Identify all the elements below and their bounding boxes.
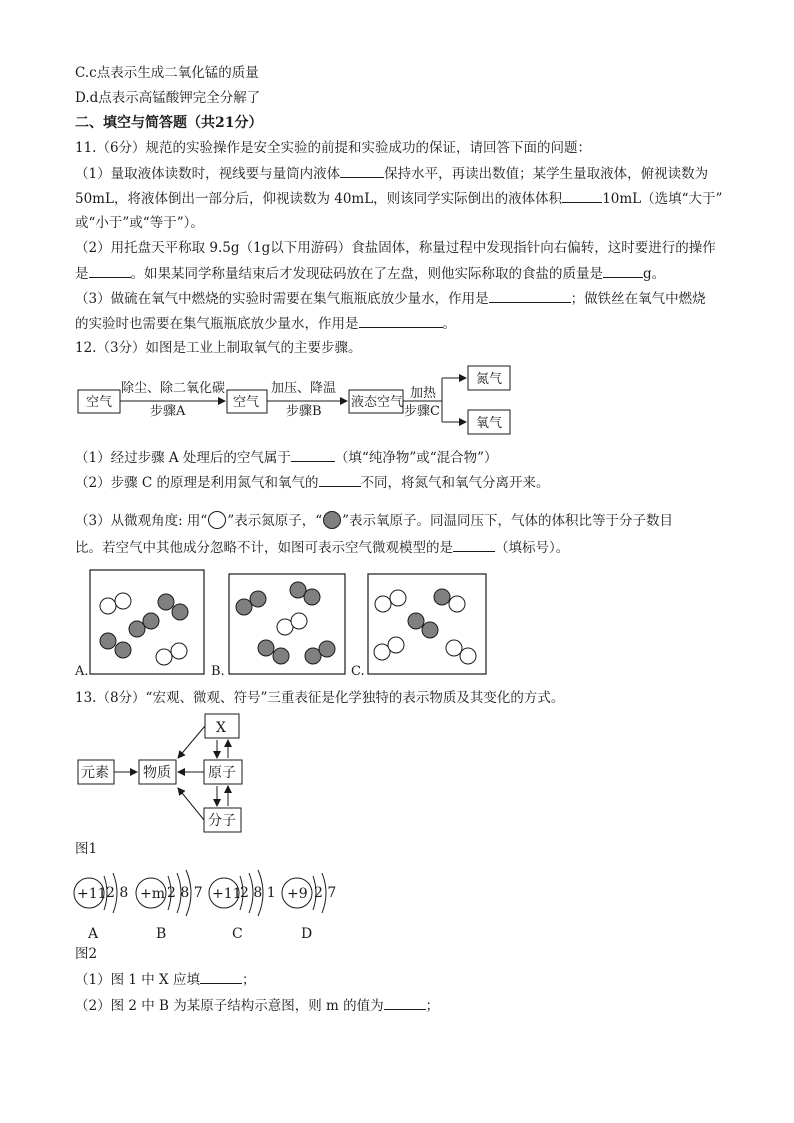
text: （1）经过步骤 A 处理后的空气属于 [75, 450, 291, 466]
atom-b-shells: 2 8 7 [167, 885, 203, 901]
answer-blank[interactable] [340, 164, 384, 178]
answer-blank[interactable] [291, 448, 335, 462]
q13-part1 [75, 970, 255, 989]
section-title: 二、填空与简答题（共21分） [75, 115, 263, 131]
model-label-c: C. [351, 664, 365, 679]
air-separation-flowchart [0, 360, 794, 440]
answer-blank[interactable] [200, 970, 242, 984]
q11-part1-line2 [75, 189, 722, 208]
flow-box-air-label: 空气 [86, 395, 113, 410]
text: ”表示氧原子。同温同压下，气体的体积比等于分子数目 [342, 513, 674, 529]
fig1-caption: 图1 [75, 841, 98, 857]
atom-d-nucleus: +9 [287, 886, 308, 902]
text: ；做铁丝在氧气中燃烧 [570, 291, 706, 307]
step-a-condition: 除尘、除二氧化碳 [121, 381, 226, 396]
q11-part3-line2 [75, 314, 456, 333]
text: ”表示氮原子，“ [227, 513, 323, 529]
step-c-condition: 加热 [410, 386, 437, 401]
answer-blank[interactable] [89, 264, 131, 278]
answer-blank[interactable] [489, 289, 571, 303]
answer-blank[interactable] [359, 314, 443, 328]
text: 。如果某同学称量结束后才发现砝码放在了左盘，则他实际称取的食盐的质量是 [130, 266, 603, 282]
atom-a-nucleus: +11 [77, 886, 107, 902]
option-c: C.c点表示生成二氧化锰的质量 [75, 65, 259, 81]
flow-nitrogen-label: 氮气 [476, 372, 503, 387]
q11-part1-line3: 或“小于”或“等于”）。 [75, 215, 204, 231]
text: （2）步骤 C 的原理是利用氮气和氧气的 [75, 475, 319, 491]
oxygen-atom-icon [322, 510, 342, 530]
text: g。 [643, 266, 666, 282]
q12-part1 [75, 448, 498, 467]
atom-a-shells: 2 8 [106, 885, 129, 901]
step-b-condition: 加压、降温 [271, 381, 337, 396]
atomic-structure-diagrams [0, 866, 794, 944]
step-c-label: 步骤C [404, 404, 440, 419]
answer-blank[interactable] [562, 189, 602, 203]
air-model-options [0, 564, 794, 684]
q11-part2-line2 [75, 264, 665, 283]
text: （1）图 1 中 X 应填 [75, 972, 200, 988]
text: （填标号）。 [495, 540, 570, 556]
text: （2）图 2 中 B 为某原子结构示意图，则 m 的值为 [75, 998, 384, 1014]
flow-box-liquid-air-label: 液态空气 [351, 395, 404, 410]
box-wuzhi-label: 物质 [143, 765, 171, 781]
triple-representation-diagram [0, 708, 794, 838]
text: ； [241, 972, 256, 988]
fig2-caption: 图2 [75, 946, 98, 962]
text: ； [425, 998, 440, 1014]
atom-d-label: D [301, 926, 313, 942]
q11-part2-line1: （2）用托盘天平称取 9.5g（1g以下用游码）食盐固体，称量过程中发现指针向右偏转，这时要进行的操作 [75, 240, 716, 256]
atom-a-label: A [88, 926, 99, 942]
answer-blank[interactable] [384, 996, 426, 1010]
text: （1）量取液体读数时，视线要与量筒内液体 [75, 166, 341, 182]
arrow-x-to-substance [178, 726, 205, 758]
text: 保持水平，再读出数值；某学生量取液体，俯视读数为 [384, 166, 709, 182]
model-b-molecules [236, 582, 335, 664]
text: 。 [442, 316, 456, 332]
q12-stem: 12.（3分）如图是工业上制取氧气的主要步骤。 [75, 340, 362, 356]
atom-d-shells: 2 7 [314, 885, 337, 901]
arrow-molecule-to-substance [178, 788, 204, 820]
model-label-a: A. [75, 664, 89, 679]
model-c-molecules [374, 589, 476, 664]
text: （3）做硫在氧气中燃烧的实验时需要在集气瓶瓶底放少量水，作用是 [75, 291, 489, 307]
text: （填“纯净物”或“混合物”） [334, 450, 498, 466]
text: 不同，将氮气和氧气分离开来。 [360, 475, 550, 491]
text: 10mL（选填“大于” [602, 191, 723, 207]
q11-part3-line1 [75, 289, 706, 308]
model-label-b: B. [211, 664, 225, 679]
answer-blank[interactable] [453, 538, 495, 552]
q13-stem: 13.（8分）“宏观、微观、符号”三重表征是化学独特的表示物质及其变化的方式。 [75, 690, 565, 706]
box-yuanzi-label: 原子 [208, 765, 236, 781]
text: 的实验时也需要在集气瓶瓶底放少量水，作用是 [75, 316, 359, 332]
q11-stem: 11.（6分）规范的实验操作是安全实验的前提和实验成功的保证，请回答下面的问题： [75, 140, 592, 156]
option-d: D.d点表示高锰酸钾完全分解了 [75, 90, 261, 106]
box-x-label: X [216, 720, 226, 736]
atom-c-label: C [232, 926, 243, 942]
atom-c-shells: 2 8 1 [240, 885, 276, 901]
q12-part2 [75, 473, 550, 492]
step-a-label: 步骤A [150, 404, 186, 419]
text: 是 [75, 266, 89, 282]
box-fenzi-label: 分子 [208, 813, 236, 829]
text: （3）从微观角度: 用“ [75, 513, 208, 529]
flow-oxygen-label: 氧气 [476, 416, 503, 431]
model-a-molecules [100, 593, 188, 665]
flow-box-air-clean-label: 空气 [233, 395, 260, 410]
q13-part2 [75, 996, 439, 1015]
answer-blank[interactable] [603, 264, 643, 278]
text: 50mL，将液体倒出一部分后，仰视读数为 40mL，则该同学实际倒出的液体体积 [75, 191, 563, 207]
atom-b-label: B [156, 926, 167, 942]
q12-part3-line2 [75, 538, 569, 557]
answer-blank[interactable] [319, 473, 361, 487]
step-b-label: 步骤B [286, 404, 322, 419]
box-yuansu-label: 元素 [81, 765, 109, 781]
nitrogen-atom-icon [207, 510, 227, 530]
atom-b-nucleus: +m [140, 886, 166, 902]
atom-c-nucleus: +11 [212, 886, 242, 902]
q12-part3-line1 [75, 510, 673, 530]
text: 比。若空气中其他成分忽略不计，如图可表示空气微观模型的是 [75, 540, 453, 556]
q11-part1-line1 [75, 164, 708, 183]
